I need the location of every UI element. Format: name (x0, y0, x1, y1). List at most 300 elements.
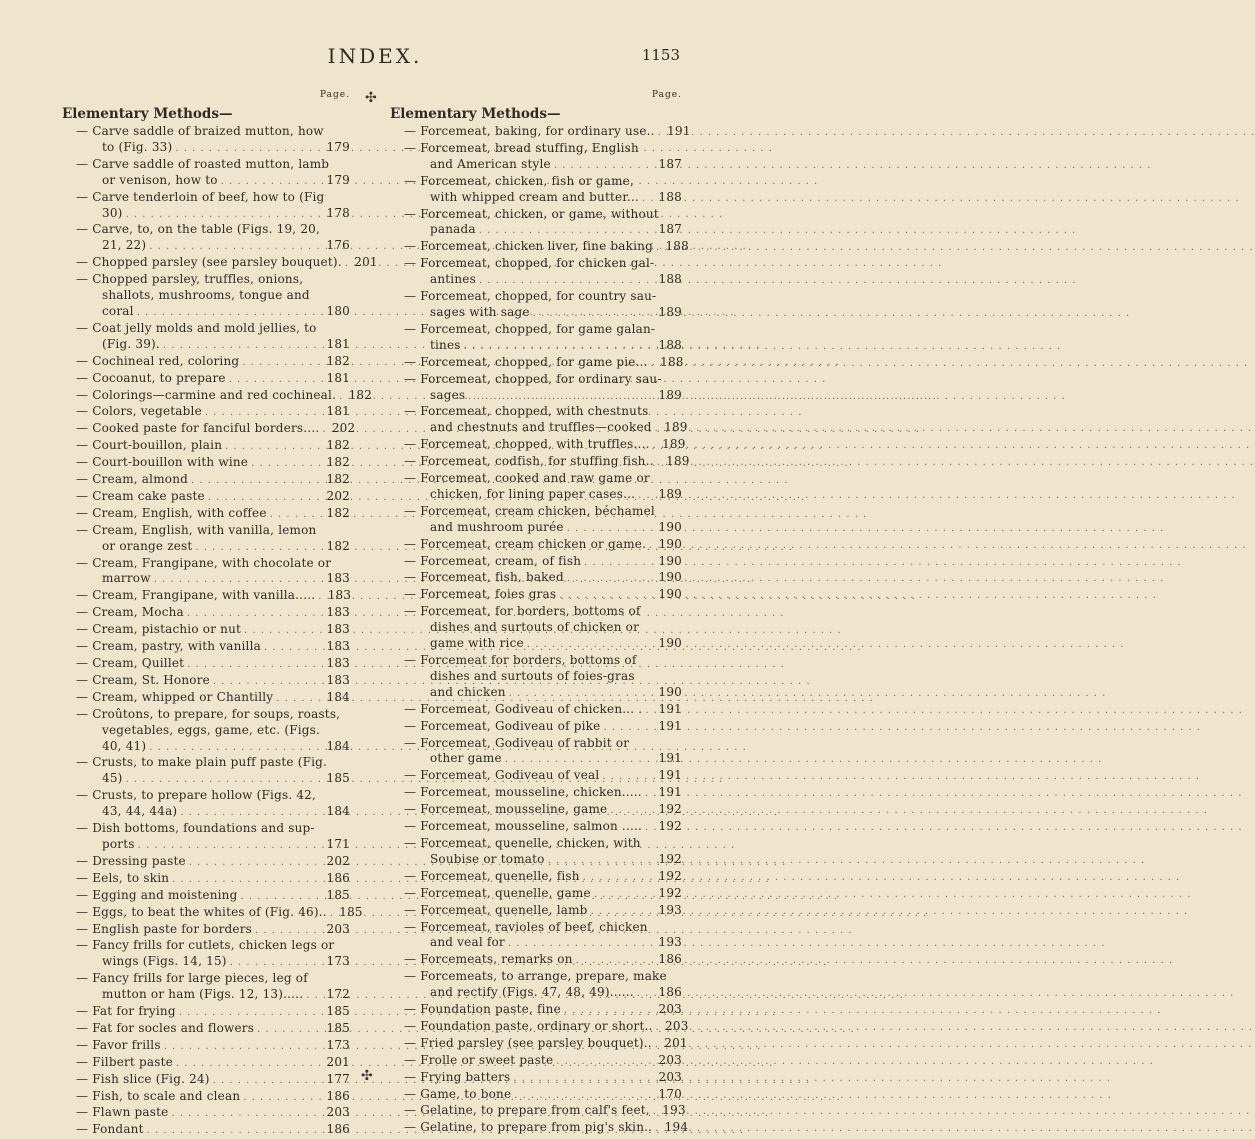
index-entry (62, 605, 350, 622)
entry-line (62, 556, 350, 572)
entry-line (62, 837, 350, 854)
index-entry (390, 404, 688, 437)
dot-leader (126, 207, 323, 223)
dot-leader (213, 674, 323, 690)
dot-leader (270, 507, 323, 523)
entry-page-number: 182 (326, 455, 350, 470)
entry-text: — Forcemeat, ravioles of beef, chicken (404, 919, 648, 934)
index-entry (390, 836, 682, 869)
dot-leader (653, 1104, 659, 1120)
entry-line (62, 888, 350, 905)
entry-text: — Carve tenderloin of beef, how to (Fig (76, 189, 325, 204)
dot-leader (655, 1121, 661, 1137)
entry-page-number: 188 (665, 239, 689, 254)
entry-page-number: 189 (664, 420, 688, 435)
entry-line (390, 322, 682, 338)
entry-text: 30) (102, 205, 123, 220)
entry-line (390, 537, 682, 554)
entry-page-number: 202 (331, 421, 356, 436)
entry-page-number: 182 (326, 538, 350, 553)
entry-page-number: 183 (326, 605, 350, 620)
entry-line (390, 1120, 689, 1137)
dot-leader (339, 389, 345, 405)
index-entry (390, 355, 682, 372)
dot-leader (645, 786, 655, 802)
entry-line (390, 420, 688, 437)
entry-text: — Forcemeat, quenelle, lamb (404, 902, 588, 917)
entry-page-number: 190 (658, 684, 682, 699)
index-entry (62, 1004, 350, 1021)
entry-text: — Forcemeat, Godiveau of chicken... . (404, 701, 643, 716)
entry-line (390, 487, 682, 504)
entry-line (390, 388, 682, 405)
index-entry (62, 157, 350, 190)
dot-leader (567, 571, 655, 587)
entry-page-number: 171 (326, 836, 350, 851)
entry-text: — English paste for borders (76, 921, 253, 936)
entry-line (390, 802, 682, 819)
dot-leader (322, 422, 328, 438)
entry-text: chicken, for lining paper cases... (430, 486, 636, 501)
entry-page-number: 203 (326, 921, 350, 936)
entry-text: ports (102, 836, 135, 851)
entry-text: — Forcemeat, baking, for ordinary use.. (404, 124, 655, 138)
dot-leader (479, 273, 655, 289)
index-entry (390, 289, 682, 322)
entry-text: — Foundation paste, fine (404, 1002, 561, 1017)
entry-page-number: 185 (326, 887, 350, 902)
entry-line (62, 673, 350, 690)
dot-leader (509, 686, 655, 702)
entry-text: or orange zest (102, 538, 193, 553)
entry-text: — Eels, to skin (76, 870, 170, 885)
section-heading: Elementary Methods— (390, 106, 561, 122)
entry-line (390, 355, 682, 372)
dot-leader (149, 239, 323, 255)
index-entry (390, 886, 682, 903)
dot-leader (556, 1054, 655, 1070)
entry-line (390, 454, 690, 471)
entry-text: or venison, how to (102, 172, 218, 187)
entry-page-number: 177 (326, 1071, 350, 1086)
dot-leader (330, 906, 336, 922)
entry-line (390, 685, 682, 702)
entry-page-number: 203 (658, 1069, 682, 1084)
entry-line (62, 255, 378, 272)
index-entry (62, 387, 373, 405)
entry-line (62, 723, 350, 739)
index-entry (62, 404, 350, 421)
entry-page-number: 187 (658, 156, 682, 171)
entry-text: and chicken (430, 684, 506, 699)
index-entry (62, 438, 350, 455)
entry-list (62, 124, 378, 1139)
index-entry (62, 321, 350, 354)
index-entry (390, 768, 682, 785)
index-entry (390, 141, 682, 174)
entry-text: tines (430, 337, 461, 352)
entry-line (62, 455, 350, 472)
entry-text: — Forcemeats, to arrange, prepare, make (404, 969, 667, 984)
entry-line (390, 504, 682, 520)
entry-text: — Forcemeat, chopped, for game galan- (404, 321, 656, 336)
index-entry (62, 354, 350, 371)
entry-text: — Carve, to, on the table (Figs. 19, 20, (76, 222, 321, 237)
entry-line (62, 1122, 350, 1139)
entry-line (62, 854, 350, 871)
entry-line (62, 288, 350, 304)
dot-leader (505, 752, 655, 768)
entry-line (62, 304, 350, 321)
entry-page-number: 186 (658, 952, 682, 967)
entry-text: — Forcemeat, fish, baked (404, 570, 564, 585)
entry-text: — Forcemeat for borders, bottoms of (404, 653, 637, 667)
entry-line (62, 206, 350, 223)
entry-text: — Gelatine, to prepare from calf's feet, (404, 1103, 650, 1118)
entry-line (390, 751, 682, 768)
dot-leader (651, 356, 657, 372)
entry-page-number: 182 (326, 505, 350, 520)
page-title: INDEX. (327, 44, 423, 68)
index-entry (390, 736, 682, 769)
entry-text: — Forcemeat, chopped, with chestnuts (404, 404, 649, 419)
entry-line (62, 489, 350, 506)
entry-line (390, 785, 682, 802)
index-entry (390, 554, 682, 571)
entry-line (62, 421, 356, 438)
entry-page-number: 189 (662, 437, 686, 452)
entry-text: antines (430, 272, 476, 287)
index-entry (62, 871, 350, 888)
entry-line (390, 935, 682, 952)
entry-line (62, 571, 350, 588)
entry-line (62, 272, 350, 288)
entry-line (390, 669, 682, 685)
entry-text: — Cream, Quillet (76, 656, 185, 670)
entry-page-number: 172 (326, 987, 350, 1002)
index-entry (62, 904, 363, 922)
dot-leader (576, 953, 655, 969)
entry-text: — Forcemeat, chicken, or game, without (404, 206, 659, 221)
entry-line (390, 736, 682, 752)
entry-page-number: 203 (665, 1018, 689, 1033)
fleuron-ornament-top: ✣ (365, 90, 377, 106)
entry-page-number: 182 (326, 472, 350, 487)
entry-text: — Colorings—carmine and red cochineal. (76, 387, 337, 402)
entry-text: — Fat for frying (76, 1004, 176, 1019)
index-entry (62, 1105, 350, 1122)
entry-page-number: 186 (326, 870, 350, 885)
index-entry (62, 788, 350, 821)
index-entry (62, 272, 350, 321)
entry-line (62, 354, 350, 371)
index-entry (62, 922, 350, 939)
dot-leader (187, 606, 323, 622)
entry-page-number: 191 (658, 751, 682, 766)
entry-page-number: 190 (658, 519, 682, 534)
entry-page-number: 178 (326, 205, 350, 220)
entry-page-number: 190 (658, 636, 682, 651)
entry-page-number: 183 (326, 622, 350, 637)
entry-line (62, 1021, 350, 1038)
entry-page-number: 192 (658, 868, 682, 883)
entry-line (62, 987, 350, 1004)
entry-text: and American style (430, 156, 551, 171)
entry-line (390, 719, 682, 736)
entry-text: panada (430, 222, 476, 237)
entry-line (390, 869, 682, 886)
index-entry (390, 785, 682, 802)
entry-page-number: 176 (326, 238, 350, 253)
entry-text: — Court-bouillon, plain (76, 438, 223, 453)
entry-text: — Cochineal red, coloring (76, 353, 240, 368)
index-entry (390, 437, 686, 454)
dot-leader (468, 389, 655, 405)
entry-line (390, 620, 682, 636)
entry-line (390, 554, 682, 571)
dot-leader (514, 1088, 655, 1104)
entry-text: — Carve saddle of braized mutton, how (76, 124, 324, 138)
dot-leader (251, 456, 323, 472)
index-entry (62, 455, 350, 472)
index-entry (62, 124, 350, 157)
entry-line (62, 690, 350, 707)
entry-text: — Forcemeat, bread stuffing, English (404, 140, 639, 155)
index-entry (390, 1035, 688, 1053)
index-entry (390, 1002, 682, 1019)
entry-text: — Chopped parsley, truffles, onions, (76, 272, 304, 287)
entry-text: — Forcemeats, remarks on (404, 952, 573, 967)
entry-line (62, 788, 350, 804)
dot-leader (653, 438, 659, 454)
index-entry (390, 604, 682, 653)
dot-leader (191, 473, 323, 489)
dot-leader (175, 141, 323, 157)
entry-text: — Forcemeat, chopped, for ordinary sau- (404, 371, 662, 386)
dot-leader (205, 405, 323, 421)
entry-text: — Forcemeat, mousseline, chicken..... (404, 785, 642, 800)
entry-page-number: 191 (667, 124, 691, 138)
dot-leader (594, 887, 655, 903)
entry-text: — Forcemeat, cream, of fish (404, 553, 582, 568)
dot-leader (657, 455, 663, 471)
entry-line (390, 174, 682, 190)
index-entry (390, 239, 689, 256)
entry-line (62, 1105, 350, 1122)
dot-leader (149, 740, 323, 756)
entry-page-number: 170 (658, 1086, 682, 1101)
entry-line (62, 438, 350, 455)
entry-text: — Forcemeat, Godiveau of pike (404, 718, 601, 733)
entry-text: dishes and surtouts of foies-gras (430, 668, 635, 683)
entry-page-number: 179 (326, 139, 350, 154)
entry-page-number: 173 (326, 954, 350, 969)
index-entry (62, 556, 350, 589)
entry-page-number: 193 (662, 1103, 686, 1118)
entry-line (390, 207, 682, 223)
entry-text: — Forcemeat, cooked and raw game or (404, 471, 650, 486)
entry-page-number: 182 (326, 438, 350, 453)
index-entry (62, 489, 350, 506)
index-entry (62, 971, 350, 1004)
dot-leader (257, 1022, 323, 1038)
page-number: 1153 (641, 46, 680, 64)
entry-page-number: 201 (354, 255, 378, 270)
dot-leader (656, 1020, 662, 1036)
entry-text: — Forcemeat, for borders, bottoms of (404, 604, 641, 619)
index-entry (390, 920, 682, 953)
dot-leader (464, 339, 655, 355)
index-entry (62, 938, 350, 971)
dot-leader (264, 640, 323, 656)
dot-leader (187, 657, 323, 673)
entry-text: — Fancy frills for large pieces, leg of (76, 971, 308, 986)
dot-leader (176, 1056, 323, 1072)
index-entry (62, 707, 350, 756)
entry-line (390, 1018, 689, 1036)
entry-text: — Forcemeat, chopped, for chicken gal- (404, 256, 655, 271)
index-entry (62, 523, 350, 556)
entry-line (390, 587, 682, 604)
index-entry (390, 372, 682, 405)
entry-line (62, 755, 350, 771)
entry-line (390, 604, 682, 620)
entry-text: — Fish slice (Fig. 24) (76, 1071, 210, 1086)
index-entry (62, 622, 350, 639)
entry-text: — Forcemeat, Godiveau of rabbit or (404, 735, 630, 750)
index-entry (390, 719, 682, 736)
entry-line (390, 702, 682, 719)
index-entry (390, 537, 682, 554)
entry-text: — Forcemeat, Godiveau of veal (404, 768, 600, 783)
entry-text: — Coat jelly molds and mold jellies, to (76, 320, 317, 335)
dot-leader (533, 306, 655, 322)
index-entry (62, 190, 350, 223)
entry-text: and rectify (Figs. 47, 48, 49)...... (430, 985, 634, 1000)
entry-line (62, 539, 350, 556)
entry-text: — Cream, Frangipane, with vanilla..... (76, 588, 316, 603)
index-entry (390, 174, 682, 207)
entry-line (390, 239, 689, 256)
entry-line (390, 338, 682, 355)
entry-line (390, 920, 682, 936)
entry-page-number: 183 (326, 571, 350, 586)
entry-text: — Forcemeat, quenelle, chicken, with (404, 835, 641, 850)
section-heading: Elementary Methods— (62, 106, 233, 122)
entry-line (62, 238, 350, 255)
entry-text: — Cream, English, with vanilla, lemon (76, 522, 317, 537)
entry-line (390, 819, 682, 836)
entry-line (62, 588, 350, 605)
entry-text: — Cocoanut, to prepare (76, 370, 226, 385)
entry-line (62, 1072, 350, 1089)
entry-line (390, 124, 691, 141)
dot-leader (637, 986, 655, 1002)
entry-text: — Fondant (76, 1122, 144, 1137)
index-entry (390, 1018, 689, 1036)
entry-page-number: 193 (658, 935, 682, 950)
dot-leader (548, 853, 655, 869)
entry-line (62, 771, 350, 788)
entry-text: and mushroom purée (430, 519, 564, 534)
entry-line (390, 157, 682, 174)
page-column-label: Page. (320, 90, 350, 100)
entry-line (390, 886, 682, 903)
entry-text: 21, 22) (102, 238, 147, 253)
dot-leader (656, 240, 662, 256)
entry-line (390, 1002, 682, 1019)
entry-line (390, 305, 682, 322)
entry-line (390, 471, 682, 487)
entry-page-number: 186 (326, 1088, 350, 1103)
entry-text: — Frolle or sweet paste (404, 1052, 554, 1067)
entry-text: — Forcemeat, foies gras (404, 587, 557, 602)
entry-line (390, 1103, 686, 1120)
dot-leader (645, 820, 655, 836)
dot-leader (584, 555, 655, 571)
index-entry (390, 869, 682, 886)
entry-text: to (Fig. 33) (102, 139, 173, 154)
entry-text: — Forcemeat, chopped, for game pie... (404, 354, 648, 369)
entry-text: — Forcemeat, cream chicken, béchamel (404, 503, 655, 518)
entry-line (62, 871, 350, 888)
entry-page-number: 187 (658, 222, 682, 237)
dot-leader (172, 872, 323, 888)
entry-text: — Game, to bone (404, 1086, 512, 1101)
entry-page-number: 191 (658, 785, 682, 800)
entry-text: — Filbert paste (76, 1054, 173, 1069)
dot-leader (213, 1073, 323, 1089)
entry-text: dishes and surtouts of chicken or (430, 620, 640, 635)
entry-page-number: 183 (326, 672, 350, 687)
entry-line (62, 954, 350, 971)
entry-page-number: 188 (658, 272, 682, 287)
entry-line (62, 321, 350, 337)
entry-page-number: 184 (326, 738, 350, 753)
entry-line (390, 289, 682, 305)
entry-text: — Cream, Mocha (76, 605, 184, 620)
entry-page-number: 202 (326, 853, 350, 868)
entry-page-number: 189 (658, 387, 682, 402)
entry-text: marrow (102, 571, 151, 586)
index-entry (62, 755, 350, 788)
entry-text: with whipped cream and butter... (430, 189, 639, 204)
entry-line (390, 222, 682, 239)
dot-leader (306, 988, 323, 1004)
entry-page-number: 190 (658, 536, 683, 551)
entry-line (390, 520, 682, 537)
entry-page-number: 189 (658, 486, 682, 501)
entry-page-number: 194 (664, 1120, 689, 1135)
index-entry (390, 256, 682, 289)
index-entry (62, 255, 378, 272)
dot-leader (318, 589, 324, 605)
dot-leader (583, 870, 655, 886)
entry-line (390, 852, 682, 869)
dot-leader (230, 955, 323, 971)
index-entry (390, 471, 682, 504)
entry-page-number: 189 (658, 304, 682, 319)
entry-text: — Forcemeat, chicken liver, fine baking (404, 239, 653, 254)
entry-text: — Fish, to scale and clean (76, 1088, 241, 1103)
entry-text: 43, 44, 44a) (102, 804, 178, 819)
entry-text: — Forcemeat, codfish, for stuffing fish.. (404, 454, 654, 469)
entry-line (62, 523, 350, 539)
entry-line (62, 656, 350, 673)
entry-line (62, 938, 350, 954)
entry-page-number: 184 (326, 804, 350, 819)
entry-text: — Cream, English, with coffee (76, 505, 267, 520)
